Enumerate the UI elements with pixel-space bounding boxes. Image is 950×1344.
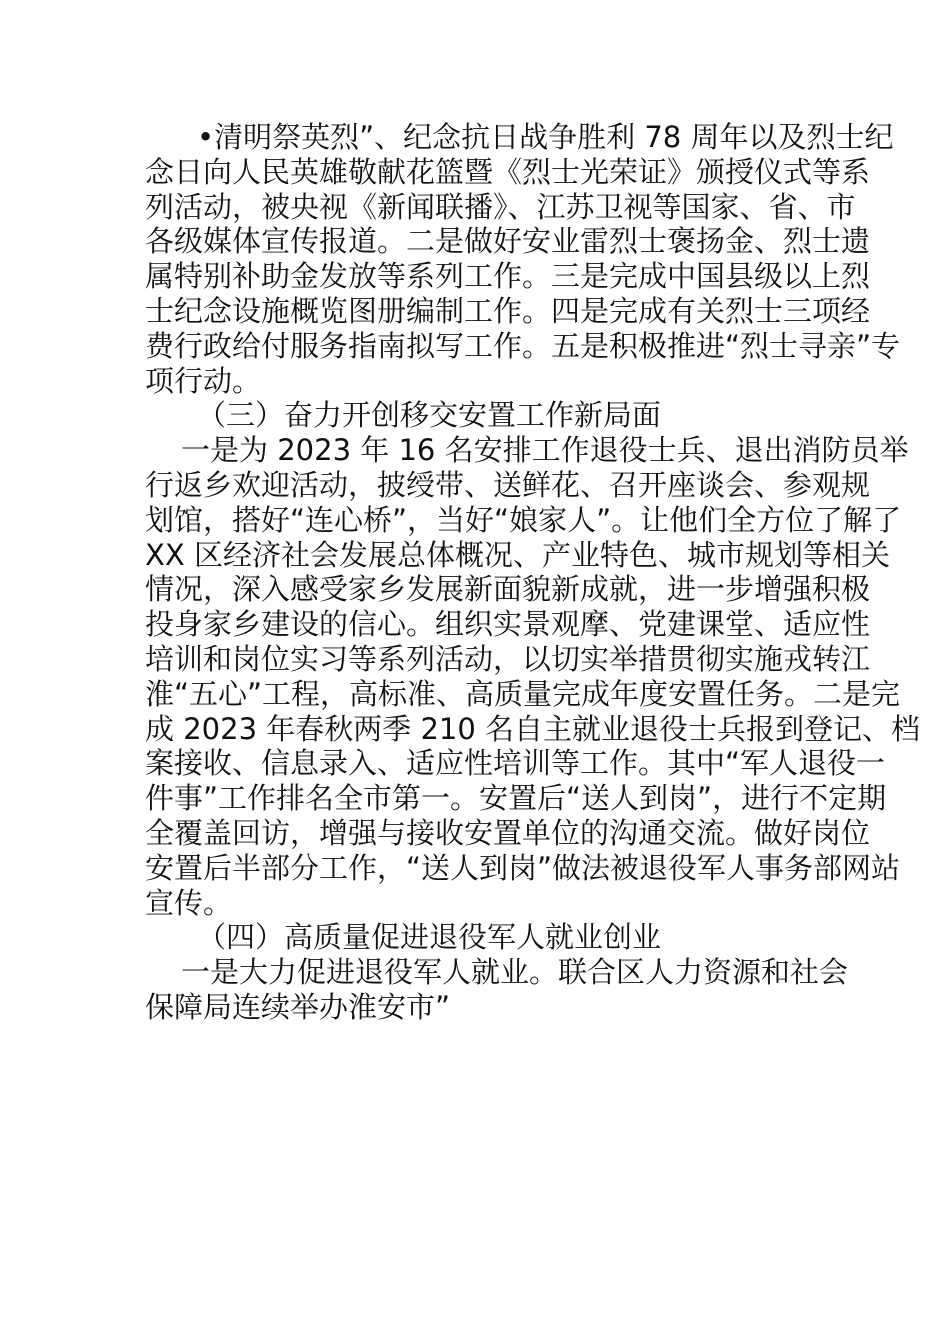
text-line: 投身家乡建设的信心。组织实景观摩、党建课堂、适应性: [145, 607, 871, 642]
text-line: •清明祭英烈”、纪念抗日战争胜利 78 周年以及烈士纪: [197, 120, 894, 154]
text-line: 情况，深入感受家乡发展新面貌新成就，进一步增强积极: [145, 572, 871, 607]
text-line: 案接收、信息录入、适应性培训等工作。其中“军人退役一: [145, 746, 886, 781]
text-line: 项行动。: [145, 363, 262, 398]
text-line: 列活动，被央视《新闻联播》、江苏卫视等国家、省、市: [145, 189, 856, 224]
text-line: 培训和岗位实习等系列活动，以切实举措贯彻实施戎转江: [145, 641, 871, 676]
text-line: 成 2023 年春秋两季 210 名自主就业退役士兵报到登记、档: [145, 711, 921, 746]
text-line: 念日向人民英雄敬献花篮暨《烈士光荣证》颁授仪式等系: [145, 154, 871, 189]
text-line: 宣传。: [145, 885, 233, 920]
text-line: 件事”工作排名全市第一。安置后“送人到岗”，进行不定期: [145, 781, 887, 816]
text-line: 保障局连续举办淮安市”: [145, 989, 451, 1024]
document-page: [145, 120, 921, 1025]
section-heading-4: （四）高质量促进退役军人就业创业: [197, 920, 662, 955]
text-line: 全覆盖回访，增强与接收安置单位的沟通交流。做好岗位: [145, 815, 871, 850]
text-line: 士纪念设施概览图册编制工作。四是完成有关烈士三项经: [145, 293, 871, 328]
text-line: 费行政给付服务指南拟写工作。五是积极推进“烈士寻亲”专: [145, 328, 901, 363]
section-heading-3: （三）奋力开创移交安置工作新局面: [197, 398, 662, 433]
text-line: 属特别补助金发放等系列工作。三是完成中国县级以上烈: [145, 259, 871, 294]
text-line: XX 区经济社会发展总体概况、产业特色、城市规划等相关: [145, 537, 890, 572]
text-line: 划馆，搭好“连心桥”，当好“娘家人”。让他们全方位了解了: [145, 502, 902, 537]
text-line: 各级媒体宣传报道。二是做好安业雷烈士褒扬金、烈士遗: [145, 224, 871, 259]
text-line: 一是大力促进退役军人就业。联合区人力资源和社会: [181, 955, 849, 990]
text-line: 一是为 2023 年 16 名安排工作退役士兵、退出消防员举: [181, 433, 909, 468]
text-line: 安置后半部分工作，“送人到岗”做法被退役军人事务部网站: [145, 850, 901, 885]
text-line: 淮“五心”工程，高标准、高质量完成年度安置任务。二是完: [145, 676, 901, 711]
text-line: 行返乡欢迎活动，披绶带、送鲜花、召开座谈会、参观规: [145, 467, 871, 502]
